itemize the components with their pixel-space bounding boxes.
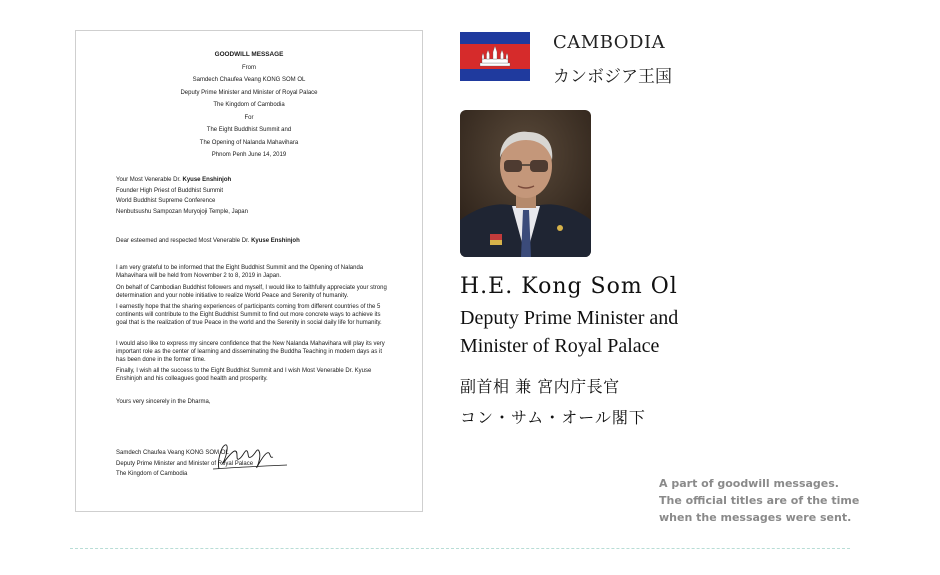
footnote-line: when the messages were sent. — [659, 511, 852, 524]
addressee-line: Nenbutsushu Sampozan Muryojoji Temple, Japan — [116, 208, 248, 215]
footnote-line: A part of goodwill messages. — [659, 477, 839, 490]
signature-line: The Kingdom of Cambodia — [116, 471, 188, 477]
person-title-ja: 副首相 兼 宮内庁長官 — [460, 377, 620, 396]
letter-signature-block — [116, 448, 388, 480]
person-name-en: H.E. Kong Som Ol — [460, 274, 678, 299]
signature-line: Deputy Prime Minister and Minister of Royal Palace — [116, 460, 254, 467]
letter-header-line: For — [244, 114, 254, 121]
letter-header-line: Samdech Chaufea Veang KONG SOM OL — [192, 77, 306, 83]
salutation-name: Kyuse Enshinjoh — [251, 238, 300, 244]
letter-header-line: Deputy Prime Minister and Minister of Royal Palace — [180, 89, 318, 96]
letter-salutation — [116, 236, 388, 247]
closing-text: Yours very sincerely in the Dharma, — [116, 399, 211, 405]
letter-paragraph: I would also like to express my sincere confidence that the New Nalanda Mahavihara will play its very important role as the center of learning and disseminating the Buddha Teaching in modern days as it has been done in the former time. — [116, 341, 385, 363]
signature-line: Samdech Chaufea Veang KONG SOM OL — [116, 450, 229, 456]
person-role-line2: Minister of Royal Palace — [460, 335, 660, 357]
letter-header-line: The Eight Buddhist Summit and — [206, 127, 292, 133]
footnote — [659, 475, 859, 526]
person-name-ja: コン・サム・オール閣下 — [460, 408, 646, 427]
letter-addressee — [116, 175, 388, 217]
country-name-en: CAMBODIA — [553, 32, 666, 53]
addressee-line: Founder High Priest of Buddhist Summit — [116, 187, 224, 194]
letter-paragraph: I earnestly hope that the sharing experiences of participants coming from different countries of the 5 continents will contribute to the Eight Buddhist Summit to find out more concrete ways to achieve its goal that is the realization of true Peace in the world and the Serenity in social daily life for humanity. — [116, 304, 382, 326]
addressee-name: Kyuse Enshinjoh — [182, 177, 232, 183]
letter-header-line: Phnom Penh June 14, 2019 — [211, 152, 287, 158]
letter-paragraph: I am very grateful to be informed that the Eight Buddhist Summit and the Opening of Nalanda Mahavihara will be held from November 2 to 8, 2019 in Japan. — [116, 265, 364, 279]
letter-closing — [116, 397, 388, 408]
salutation-prefix: Dear esteemed and respected Most Venerable Dr. — [116, 238, 252, 244]
country-name-ja: カンボジア王国 — [553, 67, 672, 87]
addressee-line: World Buddhist Supreme Conference — [116, 198, 216, 204]
letter-title: GOODWILL MESSAGE — [214, 51, 284, 58]
addressee-prefix: Your Most Venerable Dr. — [116, 177, 183, 183]
bottom-divider — [70, 548, 850, 549]
person-role-line1: Deputy Prime Minister and — [460, 307, 679, 329]
letter-header-line: The Kingdom of Cambodia — [213, 102, 285, 108]
letter-paragraph: On behalf of Cambodian Buddhist followers and myself, I would like to faithfully appreciate your strong determination and your noble initiative to realize World Peace and Serenity of humanity. — [116, 285, 387, 299]
cambodia-flag-icon — [460, 32, 530, 81]
portrait-photo — [460, 110, 591, 257]
goodwill-letter — [75, 30, 423, 512]
letter-paragraph: Finally, I wish all the success to the Eight Buddhist Summit and I wish Most Venerable Dr. Kyuse Enshinjoh and his colleagues good health and prosperity. — [116, 368, 372, 382]
letter-header — [76, 49, 422, 162]
letter-header-line: From — [242, 64, 256, 71]
letter-header-line: The Opening of Nalanda Mahavihara — [199, 139, 299, 146]
footnote-line: The official titles are of the time — [659, 494, 860, 507]
